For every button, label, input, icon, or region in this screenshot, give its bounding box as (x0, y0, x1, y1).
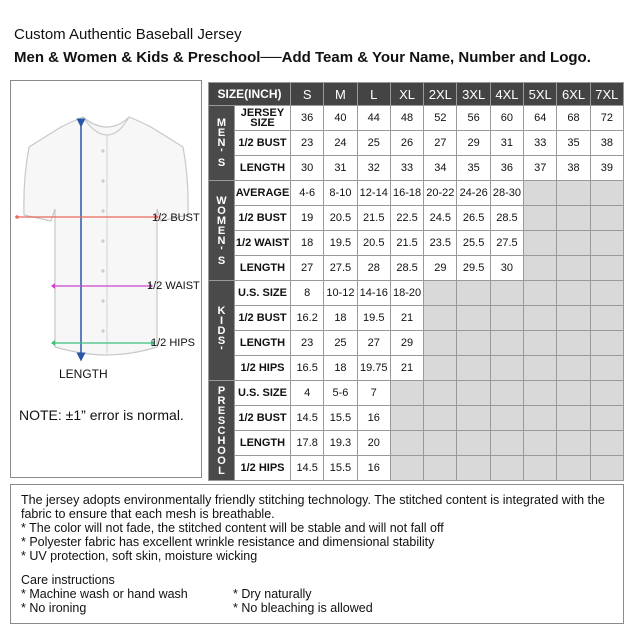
size-header-row (209, 83, 624, 106)
size-cell: 26.5 (457, 206, 490, 231)
care-item: * Machine wash or hand wash (21, 587, 188, 601)
size-cell: 23 (291, 131, 324, 156)
size-cell (557, 231, 590, 256)
description-intro: The jersey adopts environmentally friendly stitching technology. The stitched content is integrated with the fabric to ensure that each mesh is breathable. (21, 493, 605, 521)
size-cell (557, 181, 590, 206)
size-cell (490, 406, 523, 431)
row-label: LENGTH (235, 431, 291, 456)
size-cell (557, 206, 590, 231)
size-row (209, 406, 624, 431)
size-cell: 20.5 (357, 231, 390, 256)
size-col-header: L (357, 83, 390, 106)
size-cell: 60 (490, 106, 523, 131)
size-cell: 4 (291, 381, 324, 406)
size-cell (590, 281, 623, 306)
size-cell: 18 (324, 356, 357, 381)
group-label-letter: M (216, 117, 227, 129)
size-cell (457, 281, 490, 306)
size-cell (524, 356, 557, 381)
size-cell: 23 (291, 331, 324, 356)
size-cell: 30 (490, 256, 523, 281)
size-cell: 29 (457, 131, 490, 156)
size-chart-table (208, 82, 624, 481)
size-cell (590, 431, 623, 456)
jersey-shape (24, 117, 188, 355)
size-cell (424, 356, 457, 381)
group-label-letter: N (217, 234, 226, 247)
group-label-letter: M (216, 214, 227, 227)
group-label-letter: ' (220, 147, 223, 159)
size-cell: 30 (291, 156, 324, 181)
size-cell: 56 (457, 106, 490, 131)
group-label-letter: C (217, 424, 226, 437)
row-label: U.S. SIZE (235, 281, 291, 306)
group-label-letter: O (217, 454, 226, 467)
size-cell: 21.5 (390, 231, 423, 256)
size-row (209, 256, 624, 281)
row-label: 1/2 WAIST (235, 231, 291, 256)
size-cell (490, 431, 523, 456)
group-label-letter: S (217, 414, 226, 427)
product-description (10, 484, 624, 624)
size-cell: 24.5 (424, 206, 457, 231)
group-label (209, 181, 235, 281)
size-col-header: 3XL (457, 83, 490, 106)
size-row (209, 431, 624, 456)
size-cell (390, 406, 423, 431)
size-cell (424, 306, 457, 331)
size-cell: 4-6 (291, 181, 324, 206)
size-cell: 29 (424, 256, 457, 281)
length-label: LENGTH (59, 367, 108, 381)
group-label-letter: E (217, 127, 226, 139)
size-col-header: M (324, 83, 357, 106)
size-row (209, 381, 624, 406)
page-subtitle: Men & Women & Kids & Preschool──Add Team & Your Name, Number and Logo. (14, 49, 591, 66)
size-cell (490, 456, 523, 481)
size-row (209, 106, 624, 131)
size-cell: 26 (390, 131, 423, 156)
size-col-header: 6XL (557, 83, 590, 106)
size-row (209, 456, 624, 481)
group-label-letter: O (217, 204, 226, 217)
size-cell (424, 406, 457, 431)
jersey-diagram-panel (10, 80, 202, 478)
size-cell: 24 (324, 131, 357, 156)
size-cell: 44 (357, 106, 390, 131)
row-label: LENGTH (235, 331, 291, 356)
size-row (209, 206, 624, 231)
bust-label: 1/2 BUST (152, 212, 200, 224)
size-cell: 21 (390, 306, 423, 331)
group-label-letter: S (217, 157, 226, 169)
size-cell (524, 256, 557, 281)
size-cell (457, 406, 490, 431)
size-cell (457, 356, 490, 381)
size-cell (457, 431, 490, 456)
row-label: 1/2 BUST (235, 206, 291, 231)
size-cell: 10-12 (324, 281, 357, 306)
size-cell: 31 (324, 156, 357, 181)
group-label-letter: I (219, 314, 224, 327)
size-cell: 20.5 (324, 206, 357, 231)
size-row (209, 356, 624, 381)
size-cell: 36 (490, 156, 523, 181)
size-cell (490, 331, 523, 356)
size-cell: 38 (557, 156, 590, 181)
size-cell (590, 256, 623, 281)
size-cell (590, 231, 623, 256)
size-cell: 33 (524, 131, 557, 156)
size-cell (557, 306, 590, 331)
row-label: 1/2 BUST (235, 131, 291, 156)
size-cell: 37 (524, 156, 557, 181)
size-cell: 24-26 (457, 181, 490, 206)
group-label-letter: D (217, 324, 226, 337)
size-cell (557, 431, 590, 456)
size-cell: 28.5 (390, 256, 423, 281)
size-cell (557, 331, 590, 356)
size-cell: 14.5 (291, 406, 324, 431)
size-cell: 28-30 (490, 181, 523, 206)
size-cell: 21 (390, 356, 423, 381)
size-cell: 14.5 (291, 456, 324, 481)
size-cell: 8 (291, 281, 324, 306)
size-cell: 8-10 (324, 181, 357, 206)
size-cell: 12-14 (357, 181, 390, 206)
size-cell (524, 281, 557, 306)
description-bullet: * The color will not fade, the stitched content will be stable and will not fall off (21, 521, 444, 535)
size-cell: 52 (424, 106, 457, 131)
size-cell: 38 (590, 131, 623, 156)
size-cell (524, 181, 557, 206)
row-label: LENGTH (235, 156, 291, 181)
size-cell: 31 (490, 131, 523, 156)
group-label-letter: L (218, 464, 225, 477)
error-note: NOTE: ±1” error is normal. (19, 407, 184, 423)
size-cell: 16 (357, 406, 390, 431)
size-cell: 19.5 (357, 306, 390, 331)
size-cell: 34 (424, 156, 457, 181)
size-cell (390, 381, 423, 406)
size-cell: 35 (457, 156, 490, 181)
size-cell: 5-6 (324, 381, 357, 406)
size-cell (524, 456, 557, 481)
description-bullet: * Polyester fabric has excellent wrinkle resistance and dimensional stability (21, 535, 435, 549)
row-label: LENGTH (235, 256, 291, 281)
size-cell (524, 406, 557, 431)
group-label-letter: W (216, 194, 227, 207)
size-cell (590, 206, 623, 231)
description-bullet: * UV protection, soft skin, moisture wicking (21, 549, 258, 563)
group-label-letter: H (217, 434, 226, 447)
size-cell: 20 (357, 431, 390, 456)
size-row (209, 231, 624, 256)
size-cell (457, 331, 490, 356)
size-cell (524, 331, 557, 356)
page-title: Custom Authentic Baseball Jersey (14, 26, 242, 43)
row-label: 1/2 HIPS (235, 356, 291, 381)
size-cell (524, 431, 557, 456)
size-cell: 28 (357, 256, 390, 281)
row-label: 1/2 HIPS (235, 456, 291, 481)
size-row (209, 331, 624, 356)
group-label-letter: ' (220, 244, 223, 257)
size-cell: 29.5 (457, 256, 490, 281)
size-cell: 18 (291, 231, 324, 256)
size-cell: 27.5 (324, 256, 357, 281)
size-cell (590, 381, 623, 406)
size-col-header: 5XL (524, 83, 557, 106)
size-cell: 28.5 (490, 206, 523, 231)
row-label: AVERAGE (235, 181, 291, 206)
size-row (209, 281, 624, 306)
size-cell: 36 (291, 106, 324, 131)
size-cell: 25 (357, 131, 390, 156)
size-cell: 16-18 (390, 181, 423, 206)
row-label: 1/2 BUST (235, 406, 291, 431)
size-row (209, 181, 624, 206)
size-cell (557, 256, 590, 281)
size-cell: 15.5 (324, 456, 357, 481)
group-label (209, 281, 235, 381)
size-cell (424, 456, 457, 481)
size-cell (590, 406, 623, 431)
row-label: U.S. SIZE (235, 381, 291, 406)
size-cell: 18 (324, 306, 357, 331)
care-title: Care instructions (21, 573, 115, 587)
size-cell (390, 431, 423, 456)
size-cell (557, 406, 590, 431)
size-row (209, 131, 624, 156)
size-cell (457, 306, 490, 331)
size-cell (590, 456, 623, 481)
size-col-header: 2XL (424, 83, 457, 106)
size-cell (590, 331, 623, 356)
size-cell: 15.5 (324, 406, 357, 431)
size-cell (524, 381, 557, 406)
size-cell: 19.75 (357, 356, 390, 381)
size-cell: 68 (557, 106, 590, 131)
size-cell (490, 281, 523, 306)
size-cell: 16.2 (291, 306, 324, 331)
size-cell: 7 (357, 381, 390, 406)
size-cell: 27 (291, 256, 324, 281)
size-cell: 18-20 (390, 281, 423, 306)
size-cell: 19.5 (324, 231, 357, 256)
size-cell: 19.3 (324, 431, 357, 456)
size-cell: 25 (324, 331, 357, 356)
care-item: * No bleaching is allowed (233, 601, 373, 615)
group-label-letter: O (217, 444, 226, 457)
size-cell: 20-22 (424, 181, 457, 206)
size-col-header: 7XL (590, 83, 623, 106)
size-cell: 64 (524, 106, 557, 131)
size-cell: 25.5 (457, 231, 490, 256)
jersey-diagram (11, 81, 201, 381)
group-label (209, 106, 235, 181)
size-cell (590, 181, 623, 206)
size-cell (490, 356, 523, 381)
size-cell: 48 (390, 106, 423, 131)
size-header-label: SIZE(INCH) (209, 83, 291, 106)
group-label-letter: E (217, 224, 226, 237)
size-col-header: S (291, 83, 324, 106)
size-cell: 17.8 (291, 431, 324, 456)
size-cell (590, 306, 623, 331)
care-item: * Dry naturally (233, 587, 312, 601)
row-label: 1/2 BUST (235, 306, 291, 331)
size-cell: 32 (357, 156, 390, 181)
size-cell (557, 356, 590, 381)
size-cell (524, 231, 557, 256)
size-col-header: 4XL (490, 83, 523, 106)
care-item: * No ironing (21, 601, 87, 615)
size-cell (390, 456, 423, 481)
size-cell: 29 (390, 331, 423, 356)
size-cell (424, 431, 457, 456)
size-cell (557, 381, 590, 406)
size-cell (590, 356, 623, 381)
group-label-letter: E (217, 404, 226, 417)
size-cell (524, 206, 557, 231)
size-cell: 16 (357, 456, 390, 481)
group-label-letter: S (217, 254, 226, 267)
size-cell (424, 281, 457, 306)
size-cell (424, 381, 457, 406)
size-chart-body (209, 106, 624, 481)
care-list (21, 587, 613, 615)
hips-label: 1/2 HIPS (151, 337, 196, 349)
size-cell (490, 381, 523, 406)
size-cell: 14-16 (357, 281, 390, 306)
size-cell: 19 (291, 206, 324, 231)
size-cell: 21.5 (357, 206, 390, 231)
size-cell (524, 306, 557, 331)
size-cell: 23.5 (424, 231, 457, 256)
group-label (209, 381, 235, 481)
size-cell (557, 281, 590, 306)
group-label-letter: P (217, 384, 226, 397)
size-cell: 33 (390, 156, 423, 181)
size-cell: 22.5 (390, 206, 423, 231)
size-row (209, 156, 624, 181)
group-label-letter: R (217, 394, 226, 407)
group-label-letter: S (217, 334, 226, 347)
size-cell (424, 331, 457, 356)
waist-label: 1/2 WAIST (147, 280, 200, 292)
size-cell (490, 306, 523, 331)
row-label: JERSEY SIZE (235, 106, 291, 131)
size-col-header: XL (390, 83, 423, 106)
group-label-letter: N (217, 137, 226, 149)
size-row (209, 306, 624, 331)
size-cell (457, 456, 490, 481)
size-cell: 40 (324, 106, 357, 131)
size-cell (457, 381, 490, 406)
size-cell (557, 456, 590, 481)
size-cell: 72 (590, 106, 623, 131)
size-cell: 27 (357, 331, 390, 356)
size-cell: 16.5 (291, 356, 324, 381)
size-cell: 27 (424, 131, 457, 156)
size-cell: 27.5 (490, 231, 523, 256)
size-cell: 35 (557, 131, 590, 156)
group-label-letter: K (217, 304, 226, 317)
size-cell: 39 (590, 156, 623, 181)
group-label-letter: ' (220, 344, 223, 357)
